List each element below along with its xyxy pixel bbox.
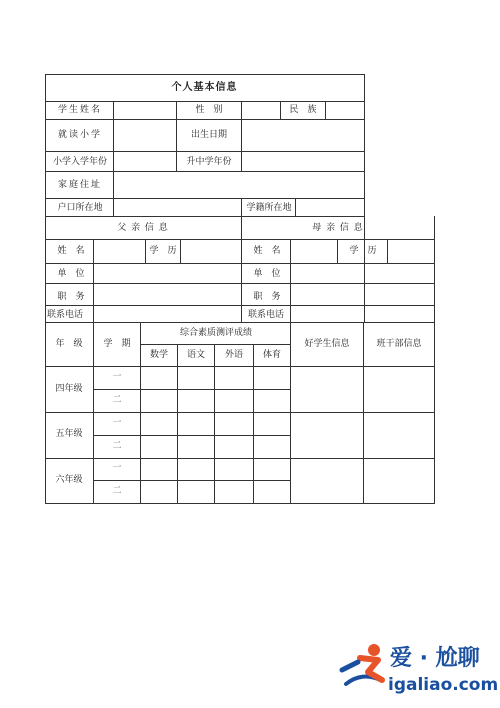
school-registration-field[interactable] [296,199,364,216]
label-mother-job: 职 务 [253,292,281,302]
gender-field[interactable] [242,102,280,119]
father-job-field[interactable] [94,284,241,305]
middle-school-year-field[interactable] [242,152,364,171]
father-education-field[interactable] [181,240,241,263]
label-gender: 性 别 [195,105,223,115]
label-middle-school-year: 升中学年份 [186,157,232,167]
label-mother-name: 姓 名 [253,246,281,256]
label-hukou: 户口所在地 [57,203,103,213]
form-title: 个人基本信息 [171,82,238,93]
cadre-header: 班干部信息 [376,339,422,349]
grade-5-term-2: 二 [112,441,122,451]
watermark-cn-text: 爱 · 尬聊 [390,646,480,671]
mother-job-field[interactable] [291,284,434,305]
mother-info-header: 母 亲 信 息 [312,223,364,233]
address-field[interactable] [114,172,364,198]
father-info-header: 父 亲 信 息 [117,223,169,233]
label-student-name: 学生姓名 [57,105,102,115]
label-father-education: 学 历 [149,246,177,256]
grade-6-term-2: 二 [112,486,122,496]
label-address: 家庭住址 [57,180,102,190]
info-form [45,74,435,504]
label-mother-phone: 联系电话 [248,310,285,320]
label-father-phone: 联系电话 [47,310,84,320]
label-entry-year: 小学入学年份 [52,157,107,167]
label-birth-date: 出生日期 [190,130,227,140]
label-ethnicity: 民 族 [289,105,317,115]
subject-foreign-language: 外语 [224,350,243,360]
label-school-registration: 学籍所在地 [246,203,292,213]
good-student-header: 好学生信息 [304,339,350,349]
grade-6-term-1: 一 [112,463,122,473]
watermark-url-text: igaliao.com [388,675,499,695]
father-unit-field[interactable] [94,264,241,283]
label-father-unit: 单 位 [57,269,85,279]
label-mother-unit: 单 位 [253,269,281,279]
grade-5-term-1: 一 [112,418,122,428]
grade-4-term-1: 一 [112,372,122,382]
border-bottom [45,503,435,504]
birth-date-field[interactable] [242,120,364,151]
student-name-field[interactable] [114,102,176,119]
label-father-name: 姓 名 [57,246,85,256]
grade-4-label: 四年级 [55,384,83,394]
mother-name-field[interactable] [291,240,337,263]
grade-6-label: 六年级 [55,475,83,485]
border-right-lower [434,322,435,504]
subject-chinese: 语文 [186,350,205,360]
label-mother-education: 学 历 [349,246,377,256]
border-top [45,74,364,75]
grade-4-term-2: 二 [112,395,122,405]
school-field[interactable] [114,120,176,151]
subject-math: 数学 [149,350,168,360]
scores-header: 综合素质测评成绩 [179,328,252,338]
father-phone-field[interactable] [94,306,241,322]
label-school: 就读小学 [57,130,102,140]
entry-year-field[interactable] [114,152,176,171]
term-column-header: 学 期 [103,339,131,349]
father-name-field[interactable] [94,240,145,263]
ethnicity-field[interactable] [326,102,364,119]
subject-pe: 体育 [262,350,281,360]
mother-phone-field[interactable] [291,306,434,322]
label-father-job: 职 务 [57,292,85,302]
grade-5-label: 五年级 [55,429,83,439]
mother-unit-field[interactable] [291,264,434,283]
grade-column-header: 年 级 [55,339,83,349]
hukou-field[interactable] [114,199,241,216]
mother-education-field[interactable] [388,240,434,263]
